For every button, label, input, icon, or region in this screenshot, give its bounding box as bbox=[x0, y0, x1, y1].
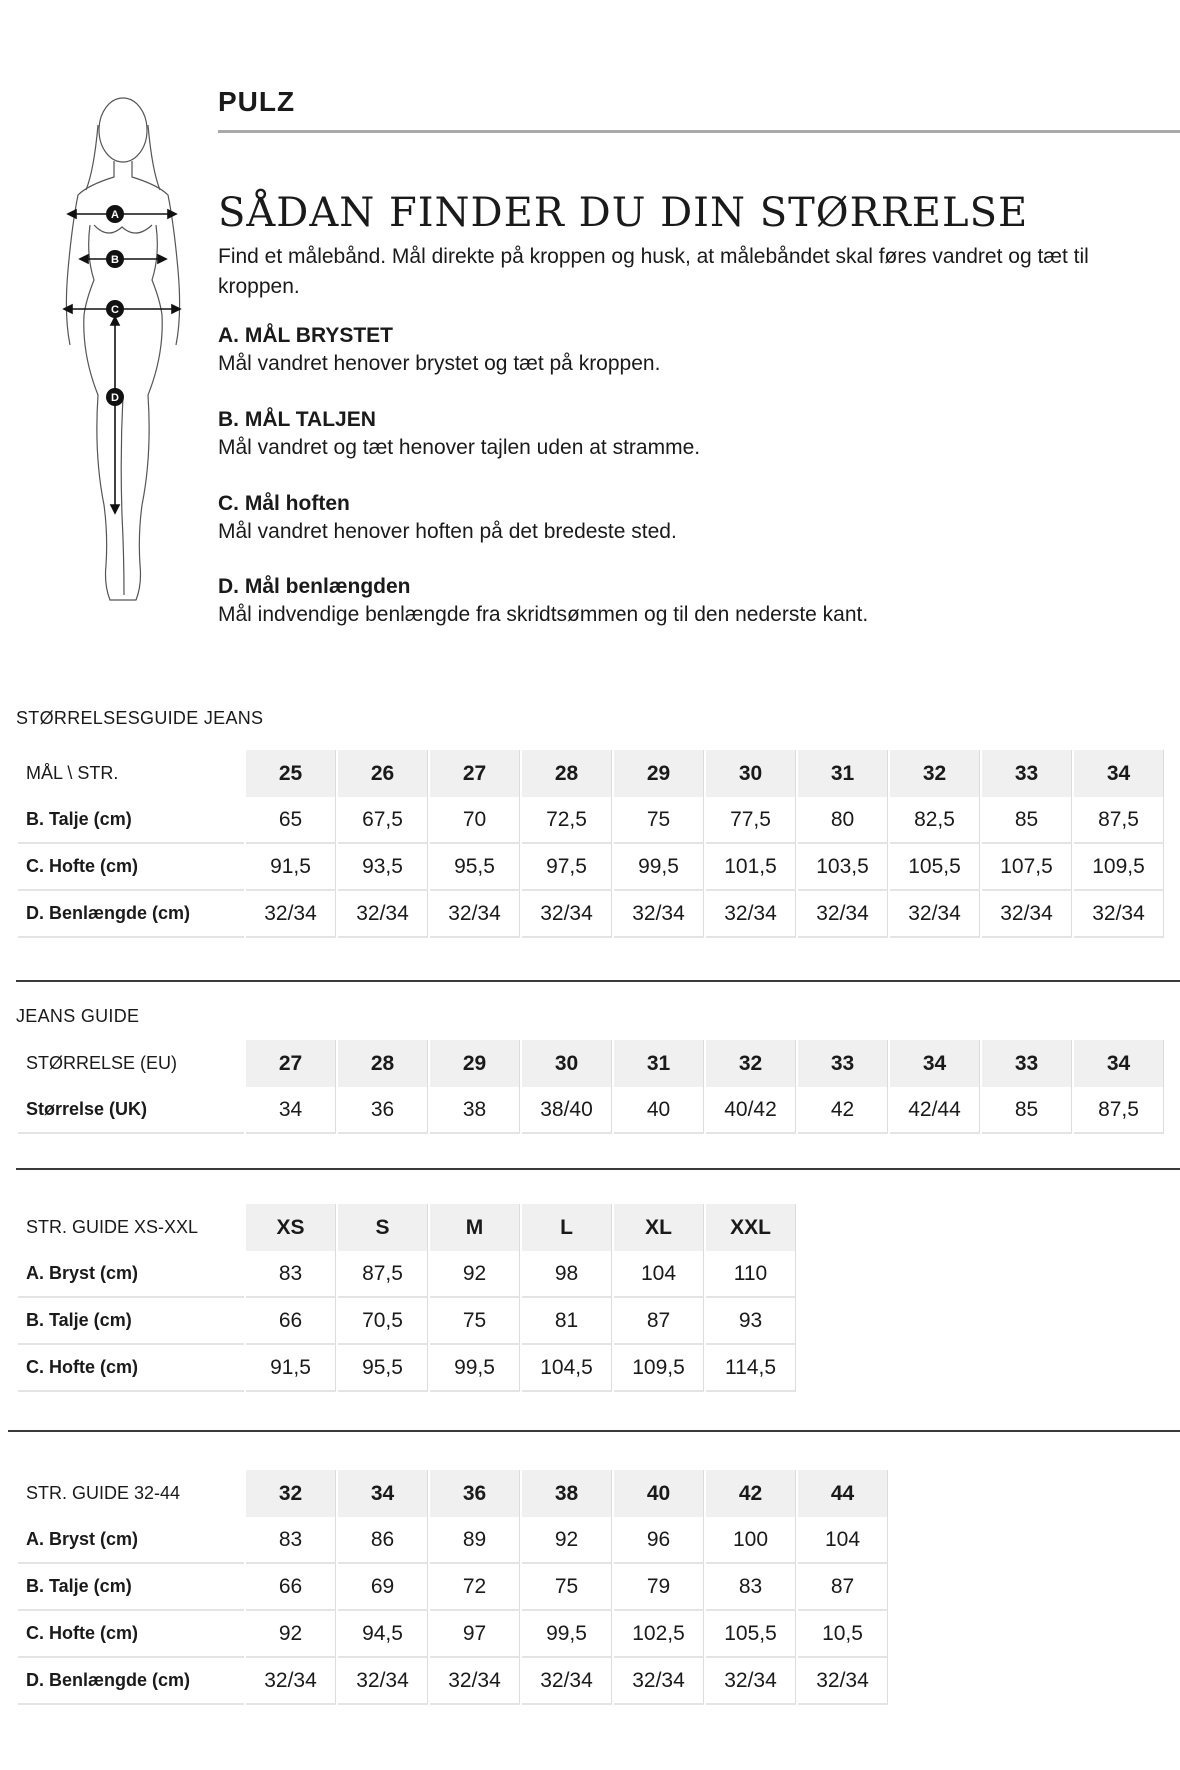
table-cell: 32/34 bbox=[522, 1658, 612, 1705]
size-column-header: XL bbox=[614, 1204, 704, 1251]
table-cell: 72,5 bbox=[522, 797, 612, 844]
table-row bbox=[18, 1564, 888, 1611]
marker-c: C bbox=[111, 304, 119, 316]
table-cell: 105,5 bbox=[890, 844, 980, 891]
table-cell: 107,5 bbox=[982, 844, 1072, 891]
table-cell: 32/34 bbox=[798, 1658, 888, 1705]
brand-divider bbox=[218, 130, 1180, 133]
size-column-header: 32 bbox=[706, 1040, 796, 1087]
table-cell: 114,5 bbox=[706, 1345, 796, 1392]
size-column-header: 28 bbox=[338, 1040, 428, 1087]
size-column-header: 42 bbox=[706, 1470, 796, 1517]
table-cell: 32/34 bbox=[246, 1658, 336, 1705]
table-cell: 109,5 bbox=[614, 1345, 704, 1392]
table-cell: 32/34 bbox=[338, 1658, 428, 1705]
table-cell: 98 bbox=[522, 1251, 612, 1298]
size-column-header: XS bbox=[246, 1204, 336, 1251]
size-column-header: 28 bbox=[522, 750, 612, 797]
table-header-label: STR. GUIDE 32-44 bbox=[26, 1483, 181, 1503]
size-column-header: 34 bbox=[1074, 1040, 1164, 1087]
table-row bbox=[18, 1251, 796, 1298]
table-cell: 40 bbox=[614, 1087, 704, 1134]
table-cell: 32/34 bbox=[1074, 891, 1164, 938]
size-column-header: 30 bbox=[522, 1040, 612, 1087]
table-cell: 103,5 bbox=[798, 844, 888, 891]
table-cell: 80 bbox=[798, 797, 888, 844]
table-cell: 32/34 bbox=[522, 891, 612, 938]
table-cell: 87,5 bbox=[1074, 1087, 1164, 1134]
table-cell: 36 bbox=[338, 1087, 428, 1134]
table-cell: 10,5 bbox=[798, 1611, 888, 1658]
step-text: Mål indvendige benlængde fra skridtsømmen og til den nederste kant. bbox=[218, 603, 869, 626]
jeans-guide-title: JEANS GUIDE bbox=[16, 1006, 140, 1026]
table-cell: 97 bbox=[430, 1611, 520, 1658]
size-column-header: 32 bbox=[890, 750, 980, 797]
table-cell: 89 bbox=[430, 1517, 520, 1564]
size-column-header: 31 bbox=[614, 1040, 704, 1087]
table-cell: 75 bbox=[430, 1298, 520, 1345]
table-cell: 92 bbox=[430, 1251, 520, 1298]
size-column-header: 31 bbox=[798, 750, 888, 797]
step-waist bbox=[218, 406, 1168, 462]
table-header-row bbox=[18, 750, 1164, 797]
table-row bbox=[18, 1517, 888, 1564]
table-cell: 66 bbox=[246, 1564, 336, 1611]
table-cell: 93,5 bbox=[338, 844, 428, 891]
table-cell: 85 bbox=[982, 797, 1072, 844]
table-cell: 104,5 bbox=[522, 1345, 612, 1392]
table-cell: 67,5 bbox=[338, 797, 428, 844]
size-column-header: S bbox=[338, 1204, 428, 1251]
row-label: D. Benlængde (cm) bbox=[18, 891, 244, 938]
table-cell: 66 bbox=[246, 1298, 336, 1345]
size-column-header: 34 bbox=[1074, 750, 1164, 797]
size-column-header: 34 bbox=[890, 1040, 980, 1087]
size-column-header: 44 bbox=[798, 1470, 888, 1517]
table-cell: 42/44 bbox=[890, 1087, 980, 1134]
table-cell: 97,5 bbox=[522, 844, 612, 891]
table-cell: 99,5 bbox=[614, 844, 704, 891]
size-column-header: 29 bbox=[614, 750, 704, 797]
table-row bbox=[18, 891, 1164, 938]
table-cell: 69 bbox=[338, 1564, 428, 1611]
table-cell: 32/34 bbox=[338, 891, 428, 938]
table-cell: 87,5 bbox=[1074, 797, 1164, 844]
table-cell: 32/34 bbox=[982, 891, 1072, 938]
table-header-label: STR. GUIDE XS-XXL bbox=[26, 1217, 199, 1237]
table-row bbox=[18, 1658, 888, 1705]
table-cell: 40/42 bbox=[706, 1087, 796, 1134]
table-row bbox=[18, 797, 1164, 844]
table-cell: 38/40 bbox=[522, 1087, 612, 1134]
table-cell: 75 bbox=[522, 1564, 612, 1611]
table-cell: 82,5 bbox=[890, 797, 980, 844]
size-column-header: 33 bbox=[982, 1040, 1072, 1087]
table-cell: 99,5 bbox=[430, 1345, 520, 1392]
section-divider bbox=[16, 980, 1180, 982]
size-column-header: L bbox=[522, 1204, 612, 1251]
table-cell: 32/34 bbox=[430, 891, 520, 938]
table-cell: 110 bbox=[706, 1251, 796, 1298]
table-cell: 70 bbox=[430, 797, 520, 844]
jeans-size-table bbox=[16, 750, 1166, 938]
jeans-conversion-table bbox=[16, 1040, 1166, 1134]
step-text: Mål vandret henover hoften på det bredeste sted. bbox=[218, 520, 677, 543]
row-label: B. Talje (cm) bbox=[18, 1564, 244, 1611]
step-chest bbox=[218, 322, 1168, 378]
step-heading: D. Mål benlængden bbox=[218, 575, 411, 598]
table-cell: 32/34 bbox=[798, 891, 888, 938]
size-column-header: XXL bbox=[706, 1204, 796, 1251]
row-label: A. Bryst (cm) bbox=[18, 1251, 244, 1298]
size-column-header: 25 bbox=[246, 750, 336, 797]
table-cell: 83 bbox=[246, 1517, 336, 1564]
marker-d: D bbox=[111, 392, 119, 404]
table-cell: 102,5 bbox=[614, 1611, 704, 1658]
table-cell: 86 bbox=[338, 1517, 428, 1564]
table-cell: 93 bbox=[706, 1298, 796, 1345]
table-cell: 32/34 bbox=[706, 891, 796, 938]
marker-b: B bbox=[111, 254, 119, 266]
size-32-44-table bbox=[16, 1470, 890, 1705]
table-cell: 32/34 bbox=[430, 1658, 520, 1705]
table-cell: 81 bbox=[522, 1298, 612, 1345]
intro-text: Find et målebånd. Mål direkte på kroppen og husk, at målebåndet skal føres vandret og tæt til kroppen. bbox=[218, 245, 1089, 298]
table-row bbox=[18, 1611, 888, 1658]
row-label: C. Hofte (cm) bbox=[18, 1345, 244, 1392]
marker-a: A bbox=[111, 209, 119, 221]
table-row bbox=[18, 1087, 1164, 1134]
table-cell: 104 bbox=[798, 1517, 888, 1564]
table-cell: 99,5 bbox=[522, 1611, 612, 1658]
row-label: B. Talje (cm) bbox=[18, 797, 244, 844]
table-cell: 32/34 bbox=[614, 891, 704, 938]
size-column-header: 33 bbox=[982, 750, 1072, 797]
step-text: Mål vandret henover brystet og tæt på kroppen. bbox=[218, 352, 661, 375]
table-cell: 101,5 bbox=[706, 844, 796, 891]
step-heading: A. MÅL BRYSTET bbox=[218, 324, 394, 347]
size-column-header: 40 bbox=[614, 1470, 704, 1517]
step-text: Mål vandret og tæt henover tajlen uden at stramme. bbox=[218, 436, 701, 459]
table-header-row bbox=[18, 1204, 796, 1251]
table-cell: 70,5 bbox=[338, 1298, 428, 1345]
table-row bbox=[18, 1345, 796, 1392]
size-column-header: 32 bbox=[246, 1470, 336, 1517]
table-cell: 85 bbox=[982, 1087, 1072, 1134]
table-cell: 75 bbox=[614, 797, 704, 844]
size-column-header: 29 bbox=[430, 1040, 520, 1087]
size-column-header: 33 bbox=[798, 1040, 888, 1087]
xs-xxl-size-table bbox=[16, 1204, 798, 1392]
brand-name: PULZ bbox=[218, 86, 296, 117]
table-cell: 38 bbox=[430, 1087, 520, 1134]
table-cell: 92 bbox=[246, 1611, 336, 1658]
table-header-label: STØRRELSE (EU) bbox=[26, 1053, 178, 1073]
step-leg bbox=[218, 573, 1168, 629]
row-label: D. Benlængde (cm) bbox=[18, 1658, 244, 1705]
table-cell: 95,5 bbox=[430, 844, 520, 891]
row-label: B. Talje (cm) bbox=[18, 1298, 244, 1345]
row-label: A. Bryst (cm) bbox=[18, 1517, 244, 1564]
jeans-size-guide-title: STØRRELSESGUIDE JEANS bbox=[16, 708, 264, 728]
table-row bbox=[18, 1298, 796, 1345]
table-cell: 94,5 bbox=[338, 1611, 428, 1658]
table-cell: 92 bbox=[522, 1517, 612, 1564]
table-cell: 65 bbox=[246, 797, 336, 844]
size-column-header: 27 bbox=[246, 1040, 336, 1087]
size-column-header: 30 bbox=[706, 750, 796, 797]
table-header-label: MÅL \ STR. bbox=[26, 763, 119, 783]
table-cell: 83 bbox=[246, 1251, 336, 1298]
row-label: C. Hofte (cm) bbox=[18, 1611, 244, 1658]
table-cell: 83 bbox=[706, 1564, 796, 1611]
table-cell: 96 bbox=[614, 1517, 704, 1564]
table-cell: 32/34 bbox=[614, 1658, 704, 1705]
table-cell: 79 bbox=[614, 1564, 704, 1611]
table-cell: 91,5 bbox=[246, 844, 336, 891]
table-cell: 105,5 bbox=[706, 1611, 796, 1658]
size-column-header: 38 bbox=[522, 1470, 612, 1517]
step-heading: B. MÅL TALJEN bbox=[218, 408, 376, 431]
table-cell: 32/34 bbox=[246, 891, 336, 938]
table-cell: 87 bbox=[798, 1564, 888, 1611]
table-cell: 91,5 bbox=[246, 1345, 336, 1392]
size-column-header: 34 bbox=[338, 1470, 428, 1517]
table-cell: 42 bbox=[798, 1087, 888, 1134]
table-cell: 34 bbox=[246, 1087, 336, 1134]
step-heading: C. Mål hoften bbox=[218, 492, 350, 515]
table-cell: 32/34 bbox=[706, 1658, 796, 1705]
section-divider bbox=[8, 1430, 1180, 1432]
table-cell: 109,5 bbox=[1074, 844, 1164, 891]
size-column-header: M bbox=[430, 1204, 520, 1251]
size-column-header: 26 bbox=[338, 750, 428, 797]
step-hip bbox=[218, 490, 1168, 546]
table-cell: 95,5 bbox=[338, 1345, 428, 1392]
size-column-header: 27 bbox=[430, 750, 520, 797]
row-label: C. Hofte (cm) bbox=[18, 844, 244, 891]
row-label: Størrelse (UK) bbox=[18, 1087, 244, 1134]
table-header-row bbox=[18, 1470, 888, 1517]
table-cell: 100 bbox=[706, 1517, 796, 1564]
table-cell: 104 bbox=[614, 1251, 704, 1298]
table-cell: 32/34 bbox=[890, 891, 980, 938]
size-column-header: 36 bbox=[430, 1470, 520, 1517]
table-cell: 87,5 bbox=[338, 1251, 428, 1298]
table-header-row bbox=[18, 1040, 1164, 1087]
table-row bbox=[18, 844, 1164, 891]
body-outline-icon bbox=[28, 95, 203, 625]
table-cell: 72 bbox=[430, 1564, 520, 1611]
table-cell: 77,5 bbox=[706, 797, 796, 844]
page-title: SÅDAN FINDER DU DIN STØRRELSE bbox=[218, 190, 1029, 236]
table-cell: 87 bbox=[614, 1298, 704, 1345]
section-divider bbox=[16, 1168, 1180, 1170]
